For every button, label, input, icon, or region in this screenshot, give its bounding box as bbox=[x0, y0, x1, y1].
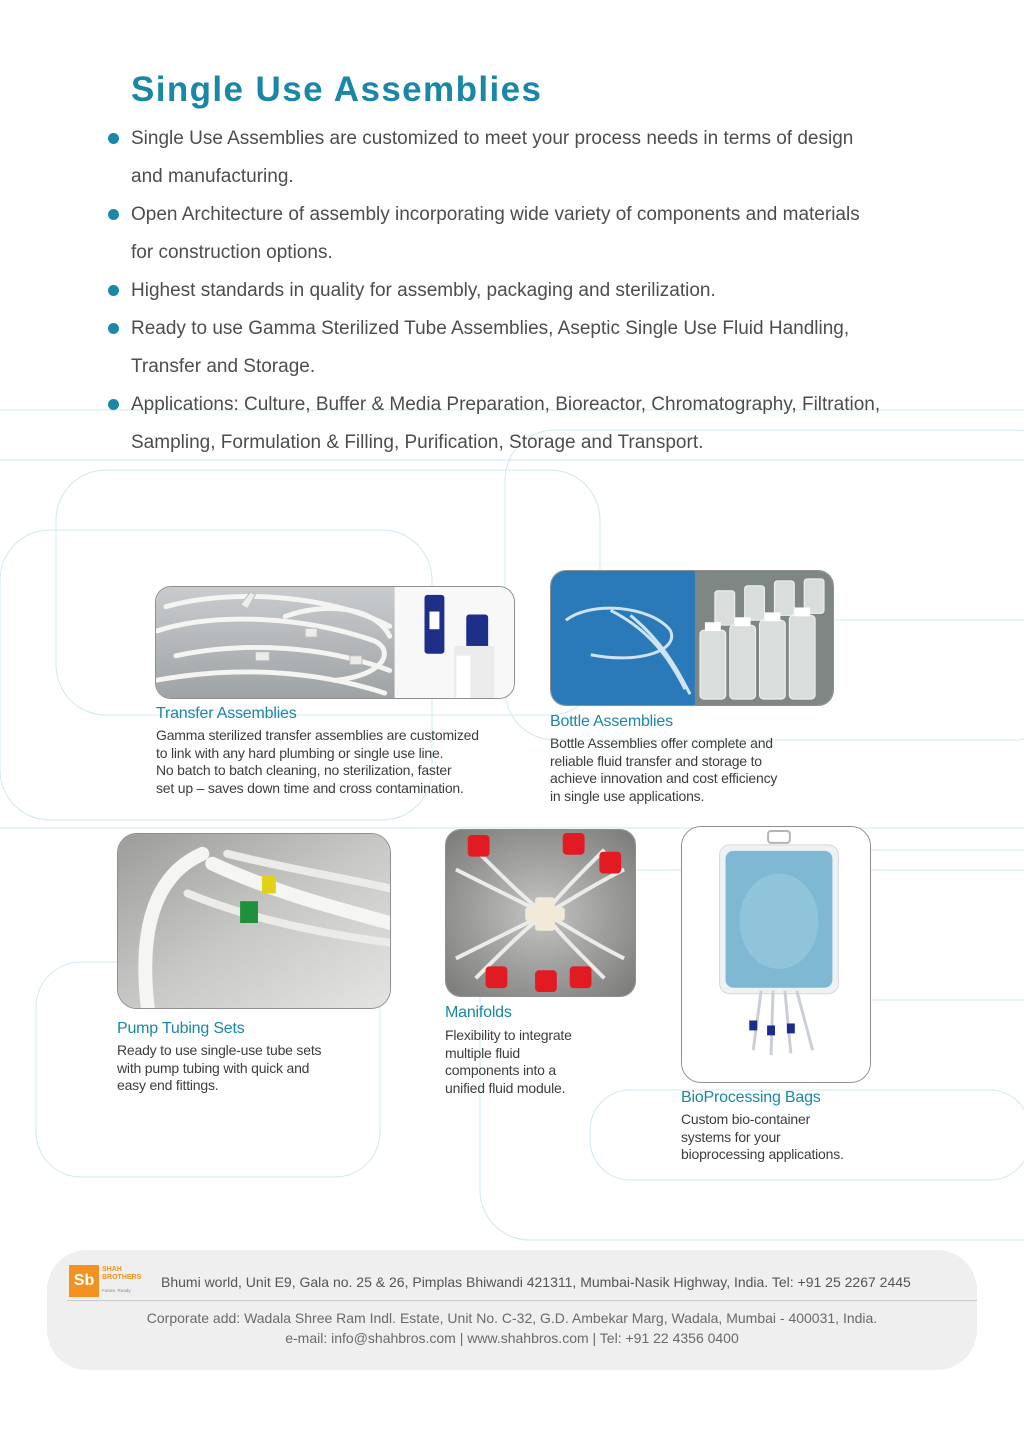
pump-tubing-sets-title: Pump Tubing Sets bbox=[117, 1020, 245, 1037]
bottle-assemblies-title: Bottle Assemblies bbox=[550, 713, 673, 730]
bullet-line: Ready to use Gamma Sterilized Tube Assemblies, Aseptic Single Use Fluid Handling, bbox=[131, 318, 850, 339]
manifolds-title: Manifolds bbox=[445, 1004, 512, 1021]
bottle-assemblies-image bbox=[550, 570, 834, 706]
transfer-assemblies-title: Transfer Assemblies bbox=[156, 705, 297, 722]
pump-tubing-sets-description: Ready to use single-use tube sets with pump tubing with quick and easy end fittings. bbox=[117, 1042, 322, 1093]
bioprocessing-bags-title: BioProcessing Bags bbox=[681, 1089, 821, 1106]
footer-divider bbox=[67, 1300, 977, 1301]
corporate-address: Corporate add: Wadala Shree Ram Indl. Estate, Unit No. C-32, G.D. Ambekar Marg, Wadala, Mumbai - 400031, India. bbox=[146, 1310, 878, 1326]
bullet-item bbox=[108, 120, 968, 196]
manifolds-image bbox=[445, 829, 636, 997]
bullet-item bbox=[108, 272, 968, 310]
bioprocessing-bags-image bbox=[681, 826, 871, 1083]
manifolds-description: Flexibility to integrate multiple fluid components into a unified fluid module. bbox=[445, 1027, 572, 1096]
bullet-line: Highest standards in quality for assembly, packaging and sterilization. bbox=[131, 280, 716, 301]
bullet-line: Open Architecture of assembly incorporating wide variety of components and materials bbox=[131, 204, 860, 225]
factory-address: Bhumi world, Unit E9, Gala no. 25 & 26, Pimplas Bhiwandi 421311, Mumbai-Nasik Highway, India. Tel: +91 25 2267 2445 bbox=[161, 1274, 911, 1290]
bullet-line: and manufacturing. bbox=[131, 166, 294, 187]
bullet-line: Applications: Culture, Buffer & Media Preparation, Bioreactor, Chromatography, Filtration, bbox=[131, 394, 881, 415]
bottle-assemblies-description: Bottle Assemblies offer complete and reliable fluid transfer and storage to achieve innovation and cost efficiency in single use applications. bbox=[550, 735, 778, 804]
bullet-item bbox=[108, 196, 968, 272]
bullet-line: Single Use Assemblies are customized to meet your process needs in terms of design bbox=[131, 128, 854, 149]
bullet-dot-icon bbox=[108, 285, 119, 296]
footer-contact-bar bbox=[47, 1250, 977, 1370]
logo-tagline: Future. Ready. bbox=[102, 1288, 132, 1293]
contact-info: e-mail: info@shahbros.com | www.shahbros.com | Tel: +91 22 4356 0400 bbox=[285, 1330, 739, 1346]
bullet-line: for construction options. bbox=[131, 242, 333, 263]
logo-company-name: SHAH BROTHERS bbox=[102, 1266, 142, 1281]
bullet-dot-icon bbox=[108, 133, 119, 144]
bullet-dot-icon bbox=[108, 399, 119, 410]
bullet-item bbox=[108, 386, 968, 462]
transfer-assemblies-image bbox=[155, 586, 515, 699]
bullet-line: Transfer and Storage. bbox=[131, 356, 316, 377]
bullet-dot-icon bbox=[108, 323, 119, 334]
shah-brothers-logo-icon: Sb bbox=[69, 1265, 99, 1297]
feature-bullet-list bbox=[108, 120, 968, 462]
bullet-dot-icon bbox=[108, 209, 119, 220]
page-title: Single Use Assemblies bbox=[131, 70, 543, 109]
bullet-item bbox=[108, 310, 968, 386]
pump-tubing-sets-image bbox=[117, 833, 391, 1009]
bullet-line: Sampling, Formulation & Filling, Purification, Storage and Transport. bbox=[131, 432, 704, 453]
transfer-assemblies-description: Gamma sterilized transfer assemblies are customized to link with any hard plumbing or single use line. No batch to batch cleaning, no sterilization, faster set up – saves down time and cross contamination. bbox=[156, 727, 479, 796]
bioprocessing-bags-description: Custom bio-container systems for your bioprocessing applications. bbox=[681, 1111, 844, 1162]
